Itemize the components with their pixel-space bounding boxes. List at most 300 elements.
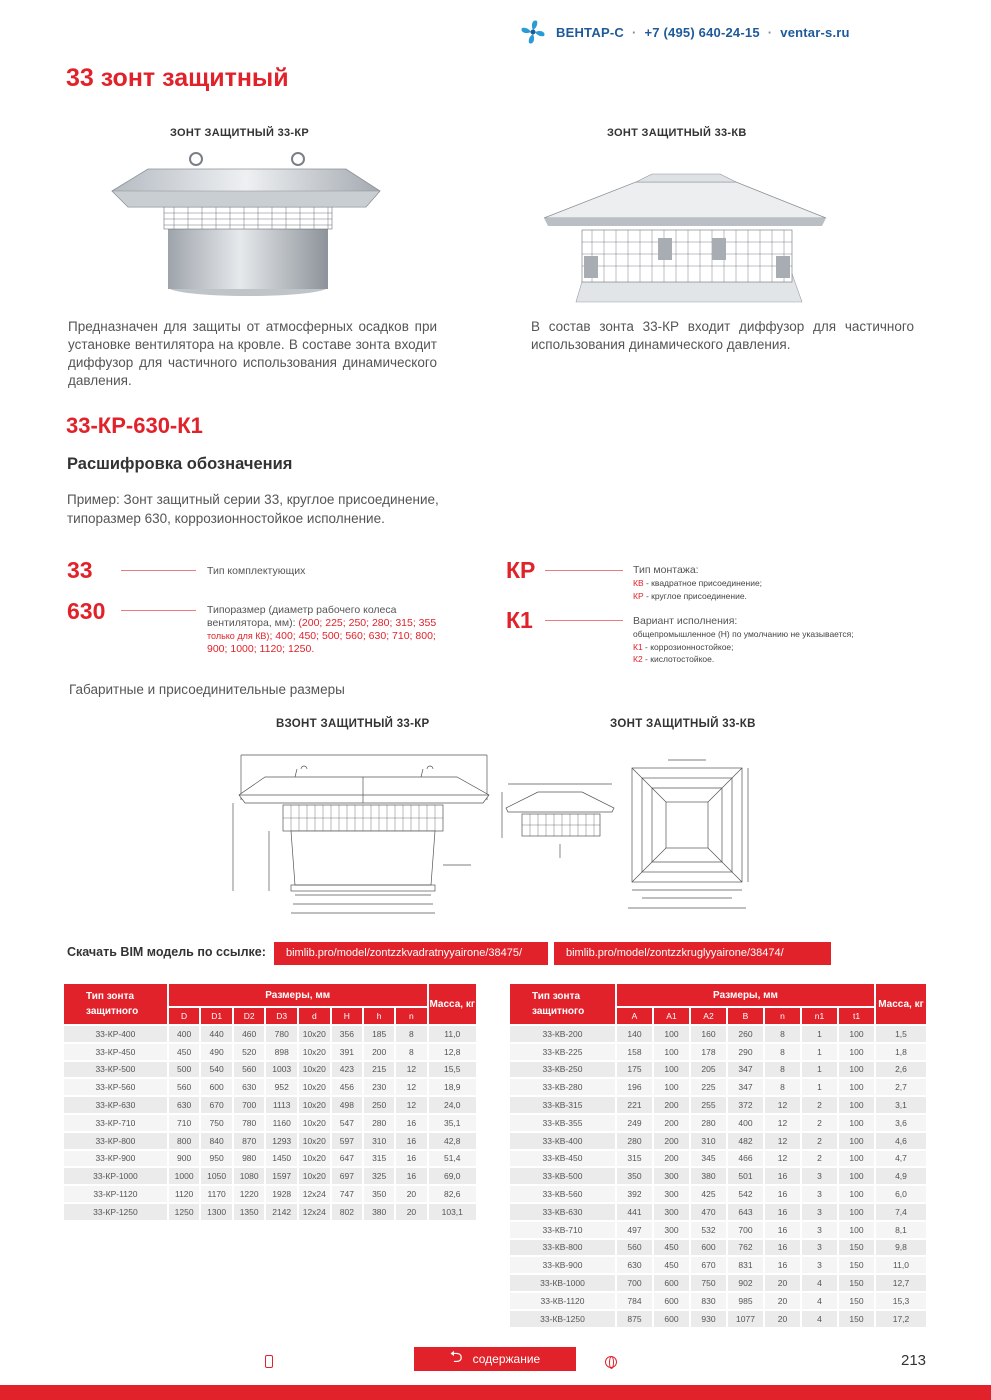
value-cell: 10x20 [299, 1079, 330, 1095]
value-cell: 425 [691, 1186, 726, 1202]
value-cell: 260 [728, 1026, 763, 1042]
model-cell: 33-КР-1000 [64, 1168, 167, 1184]
bottom-bar [0, 1385, 991, 1400]
value-cell: 200 [364, 1044, 394, 1060]
value-cell: 380 [691, 1168, 726, 1184]
value-cell: 8 [396, 1026, 426, 1042]
value-cell: 15,5 [429, 1062, 477, 1078]
value-cell: 205 [691, 1062, 726, 1078]
column-header: B [728, 1008, 763, 1024]
value-cell: 150 [839, 1293, 874, 1309]
table-row [64, 1062, 476, 1078]
value-cell: 8 [396, 1044, 426, 1060]
value-cell: 280 [364, 1115, 394, 1131]
column-header: D1 [201, 1008, 232, 1024]
value-cell: 1113 [266, 1097, 297, 1113]
value-cell: 830 [691, 1293, 726, 1309]
table-row [64, 1151, 476, 1167]
value-cell: 100 [839, 1026, 874, 1042]
value-cell: 12,8 [429, 1044, 477, 1060]
decode-heading: Расшифровка обозначения [67, 455, 293, 473]
value-cell: 215 [364, 1062, 394, 1078]
column-header: d [299, 1008, 330, 1024]
value-cell: 10x20 [299, 1062, 330, 1078]
model-cell: 33-КР-560 [64, 1079, 167, 1095]
value-cell: 710 [169, 1115, 200, 1131]
value-cell: 4,6 [876, 1133, 926, 1149]
value-cell: 300 [654, 1186, 689, 1202]
value-cell: 1,8 [876, 1044, 926, 1060]
table-row [510, 1275, 926, 1291]
decode-text-33: Тип комплектующих [207, 565, 306, 577]
table-row [510, 1168, 926, 1184]
value-cell: 100 [839, 1079, 874, 1095]
drawing-caption-kv: ЗОНТ ЗАЩИТНЫЙ 33-КВ [610, 718, 756, 730]
value-cell: 325 [364, 1168, 394, 1184]
contents-label: содержание [472, 1352, 541, 1366]
table-row [64, 1026, 476, 1042]
table-row [510, 1115, 926, 1131]
value-cell: 831 [728, 1257, 763, 1273]
value-cell: 12 [765, 1097, 800, 1113]
value-cell: 4,7 [876, 1151, 926, 1167]
value-cell: 1597 [266, 1168, 297, 1184]
page-header [518, 17, 850, 47]
column-header: t1 [839, 1008, 874, 1024]
value-cell: 750 [201, 1115, 232, 1131]
value-cell: 18,9 [429, 1079, 477, 1095]
value-cell: 8 [765, 1026, 800, 1042]
value-cell: 310 [691, 1133, 726, 1149]
technical-drawing-kv-top [628, 758, 768, 916]
product-caption-kr: ЗОНТ ЗАЩИТНЫЙ 33-КР [170, 127, 310, 139]
value-cell: 3 [802, 1168, 837, 1184]
value-cell: 450 [654, 1240, 689, 1256]
value-cell: 150 [839, 1257, 874, 1273]
value-cell: 10x20 [299, 1097, 330, 1113]
value-cell: 150 [839, 1240, 874, 1256]
value-cell: 600 [654, 1293, 689, 1309]
value-cell: 315 [364, 1151, 394, 1167]
value-cell: 2,6 [876, 1062, 926, 1078]
value-cell: 2 [802, 1097, 837, 1113]
value-cell: 630 [169, 1097, 200, 1113]
model-cell: 33-КР-710 [64, 1115, 167, 1131]
value-cell: 372 [728, 1097, 763, 1113]
value-cell: 100 [839, 1222, 874, 1238]
website-link[interactable]: ventar-s.ru [780, 24, 850, 40]
spec-table-kr [62, 982, 478, 1222]
product-image-kr [108, 147, 386, 299]
value-cell: 497 [617, 1222, 652, 1238]
decode-line [121, 610, 196, 611]
value-cell: 780 [234, 1115, 265, 1131]
column-header: D2 [234, 1008, 265, 1024]
value-cell: 1160 [266, 1115, 297, 1131]
value-cell: 16 [765, 1186, 800, 1202]
decode-text-630: Типоразмер (диаметр рабочего колеса вентилятора, мм): (200; 225; 250; 280; 315; 355 только для КВ); 400; 450; 500; 560; 630; 710; 800; 900; 1000; 1120; 1250. [207, 604, 437, 655]
table-row [510, 1186, 926, 1202]
value-cell: 300 [654, 1168, 689, 1184]
value-cell: 100 [839, 1115, 874, 1131]
value-cell: 1120 [169, 1186, 200, 1202]
column-header: n1 [802, 1008, 837, 1024]
value-cell: 1928 [266, 1186, 297, 1202]
value-cell: 12x24 [299, 1204, 330, 1220]
column-header: n [396, 1008, 426, 1024]
header-sizes: Размеры, мм [169, 984, 427, 1006]
value-cell: 255 [691, 1097, 726, 1113]
value-cell: 16 [765, 1240, 800, 1256]
value-cell: 300 [654, 1204, 689, 1220]
value-cell: 196 [617, 1079, 652, 1095]
value-cell: 16 [396, 1168, 426, 1184]
value-cell: 700 [617, 1275, 652, 1291]
value-cell: 1,5 [876, 1026, 926, 1042]
phone-number[interactable]: +7 (495) 640-24-15 [644, 24, 760, 40]
value-cell: 103,1 [429, 1204, 477, 1220]
value-cell: 3 [802, 1240, 837, 1256]
decode-code-33: 33 [67, 557, 93, 583]
value-cell: 10x20 [299, 1151, 330, 1167]
value-cell: 380 [364, 1204, 394, 1220]
column-header: A2 [691, 1008, 726, 1024]
value-cell: 20 [765, 1275, 800, 1291]
value-cell: 230 [364, 1079, 394, 1095]
column-header: A [617, 1008, 652, 1024]
value-cell: 391 [332, 1044, 362, 1060]
value-cell: 345 [691, 1151, 726, 1167]
value-cell: 200 [654, 1115, 689, 1131]
decode-line [545, 620, 623, 621]
model-cell: 33-КВ-450 [510, 1151, 615, 1167]
value-cell: 82,6 [429, 1186, 477, 1202]
header-mass: Масса, кг [876, 984, 926, 1024]
value-cell: 51,4 [429, 1151, 477, 1167]
bim-label: Скачать BIM модель по ссылке: [67, 945, 266, 959]
value-cell: 100 [839, 1204, 874, 1220]
value-cell: 392 [617, 1186, 652, 1202]
value-cell: 520 [234, 1044, 265, 1060]
value-cell: 200 [654, 1151, 689, 1167]
value-cell: 2,7 [876, 1079, 926, 1095]
value-cell: 12 [765, 1151, 800, 1167]
value-cell: 16 [396, 1133, 426, 1149]
value-cell: 290 [728, 1044, 763, 1060]
value-cell: 3 [802, 1186, 837, 1202]
model-cell: 33-КР-400 [64, 1026, 167, 1042]
header-sizes: Размеры, мм [617, 984, 874, 1006]
value-cell: 69,0 [429, 1168, 477, 1184]
value-cell: 8,1 [876, 1222, 926, 1238]
value-cell: 3 [802, 1257, 837, 1273]
value-cell: 466 [728, 1151, 763, 1167]
table-row [510, 1204, 926, 1220]
column-header: H [332, 1008, 362, 1024]
model-cell: 33-КР-450 [64, 1044, 167, 1060]
value-cell: 8 [765, 1044, 800, 1060]
globe-icon[interactable] [605, 1356, 617, 1368]
decode-text-k1: Вариант исполнения: общепромышленное (Н) по умолчанию не указывается; К1 - коррозионностойкое; К2 - кислотостойкое. [633, 615, 854, 664]
value-cell: 15,3 [876, 1293, 926, 1309]
value-cell: 840 [201, 1133, 232, 1149]
value-cell: 100 [839, 1186, 874, 1202]
column-header: n [765, 1008, 800, 1024]
value-cell: 1003 [266, 1062, 297, 1078]
decode-code-kr: КР [506, 557, 536, 583]
value-cell: 441 [617, 1204, 652, 1220]
table-row [510, 1044, 926, 1060]
decode-code-k1: К1 [506, 607, 533, 633]
separator: · [767, 24, 773, 40]
header-mass: Масса, кг [429, 984, 477, 1024]
value-cell: 140 [617, 1026, 652, 1042]
page-number: 213 [901, 1352, 927, 1369]
value-cell: 310 [364, 1133, 394, 1149]
table-row [510, 1097, 926, 1113]
value-cell: 20 [396, 1186, 426, 1202]
model-cell: 33-КВ-225 [510, 1044, 615, 1060]
table-row [64, 1115, 476, 1131]
value-cell: 1450 [266, 1151, 297, 1167]
value-cell: 440 [201, 1026, 232, 1042]
table-row [64, 1079, 476, 1095]
table-row [510, 1079, 926, 1095]
separator: · [631, 24, 637, 40]
value-cell: 7,4 [876, 1204, 926, 1220]
value-cell: 697 [332, 1168, 362, 1184]
model-cell: 33-КВ-630 [510, 1204, 615, 1220]
value-cell: 3 [802, 1204, 837, 1220]
table-row [510, 1222, 926, 1238]
value-cell: 300 [654, 1222, 689, 1238]
value-cell: 12,7 [876, 1275, 926, 1291]
value-cell: 4 [802, 1311, 837, 1327]
column-header: D3 [266, 1008, 297, 1024]
table-row [64, 1168, 476, 1184]
value-cell: 11,0 [429, 1026, 477, 1042]
value-cell: 1077 [728, 1311, 763, 1327]
value-cell: 9,8 [876, 1240, 926, 1256]
model-cell: 33-КВ-900 [510, 1257, 615, 1273]
product-image-kv [540, 150, 832, 306]
value-cell: 1250 [169, 1204, 200, 1220]
value-cell: 802 [332, 1204, 362, 1220]
value-cell: 870 [234, 1133, 265, 1149]
value-cell: 630 [617, 1257, 652, 1273]
value-cell: 630 [234, 1079, 265, 1095]
value-cell: 597 [332, 1133, 362, 1149]
product-description-kv: В состав зонта 33-КР входит диффузор для частичного использования динамического давления. [531, 319, 914, 352]
value-cell: 423 [332, 1062, 362, 1078]
value-cell: 100 [839, 1133, 874, 1149]
value-cell: 12 [396, 1062, 426, 1078]
value-cell: 1 [802, 1026, 837, 1042]
value-cell: 347 [728, 1062, 763, 1078]
value-cell: 600 [654, 1311, 689, 1327]
value-cell: 315 [617, 1151, 652, 1167]
value-cell: 542 [728, 1186, 763, 1202]
value-cell: 3,1 [876, 1097, 926, 1113]
table-row [64, 1186, 476, 1202]
table-row [64, 1133, 476, 1149]
model-cell: 33-КР-1250 [64, 1204, 167, 1220]
value-cell: 8 [765, 1062, 800, 1078]
value-cell: 456 [332, 1079, 362, 1095]
value-cell: 460 [234, 1026, 265, 1042]
value-cell: 400 [728, 1115, 763, 1131]
value-cell: 10x20 [299, 1168, 330, 1184]
value-cell: 178 [691, 1044, 726, 1060]
value-cell: 42,8 [429, 1133, 477, 1149]
fan-logo-icon [518, 17, 548, 47]
company-name: ВЕНТАР-С [556, 24, 624, 40]
value-cell: 902 [728, 1275, 763, 1291]
product-caption-kv: ЗОНТ ЗАЩИТНЫЙ 33-КВ [607, 127, 747, 139]
value-cell: 20 [765, 1293, 800, 1309]
table-row [64, 1097, 476, 1113]
value-cell: 16 [396, 1151, 426, 1167]
value-cell: 100 [839, 1097, 874, 1113]
value-cell: 350 [617, 1168, 652, 1184]
value-cell: 225 [691, 1079, 726, 1095]
value-cell: 4 [802, 1275, 837, 1291]
value-cell: 6,0 [876, 1186, 926, 1202]
decode-line [121, 570, 196, 571]
value-cell: 16 [765, 1204, 800, 1220]
phone-icon[interactable] [265, 1355, 273, 1368]
value-cell: 2142 [266, 1204, 297, 1220]
value-cell: 100 [654, 1044, 689, 1060]
table-row [510, 1026, 926, 1042]
value-cell: 16 [765, 1222, 800, 1238]
value-cell: 250 [364, 1097, 394, 1113]
value-cell: 200 [654, 1133, 689, 1149]
value-cell: 500 [169, 1062, 200, 1078]
value-cell: 11,0 [876, 1257, 926, 1273]
value-cell: 4 [802, 1293, 837, 1309]
value-cell: 100 [654, 1062, 689, 1078]
value-cell: 560 [234, 1062, 265, 1078]
value-cell: 1000 [169, 1168, 200, 1184]
table-row [510, 1151, 926, 1167]
value-cell: 150 [839, 1311, 874, 1327]
value-cell: 100 [839, 1062, 874, 1078]
value-cell: 160 [691, 1026, 726, 1042]
value-cell: 647 [332, 1151, 362, 1167]
value-cell: 280 [691, 1115, 726, 1131]
value-cell: 1300 [201, 1204, 232, 1220]
column-header: A1 [654, 1008, 689, 1024]
model-cell: 33-КВ-355 [510, 1115, 615, 1131]
value-cell: 10x20 [299, 1115, 330, 1131]
model-cell: 33-КВ-710 [510, 1222, 615, 1238]
value-cell: 700 [728, 1222, 763, 1238]
value-cell: 10x20 [299, 1026, 330, 1042]
decode-code-630: 630 [67, 598, 106, 624]
table-row [510, 1257, 926, 1273]
value-cell: 16 [396, 1115, 426, 1131]
value-cell: 12 [396, 1097, 426, 1113]
table-row [64, 1204, 476, 1220]
model-cell: 33-КВ-560 [510, 1186, 615, 1202]
value-cell: 24,0 [429, 1097, 477, 1113]
value-cell: 1350 [234, 1204, 265, 1220]
value-cell: 532 [691, 1222, 726, 1238]
value-cell: 400 [169, 1026, 200, 1042]
value-cell: 670 [691, 1257, 726, 1273]
bim-link-kv[interactable]: bimlib.pro/model/zontzzkvadratnyyairone/38475/ [274, 942, 548, 965]
value-cell: 16 [765, 1257, 800, 1273]
value-cell: 100 [839, 1151, 874, 1167]
value-cell: 985 [728, 1293, 763, 1309]
value-cell: 100 [839, 1044, 874, 1060]
value-cell: 10x20 [299, 1044, 330, 1060]
value-cell: 780 [266, 1026, 297, 1042]
table-row [64, 1044, 476, 1060]
value-cell: 898 [266, 1044, 297, 1060]
value-cell: 100 [654, 1079, 689, 1095]
value-cell: 900 [169, 1151, 200, 1167]
contents-button[interactable] [414, 1347, 576, 1371]
table-row [510, 1062, 926, 1078]
value-cell: 670 [201, 1097, 232, 1113]
model-cell: 33-КВ-280 [510, 1079, 615, 1095]
value-cell: 185 [364, 1026, 394, 1042]
value-cell: 490 [201, 1044, 232, 1060]
model-cell: 33-КР-630 [64, 1097, 167, 1113]
value-cell: 560 [169, 1079, 200, 1095]
value-cell: 1080 [234, 1168, 265, 1184]
table-row [510, 1293, 926, 1309]
table-row [510, 1133, 926, 1149]
value-cell: 12 [765, 1133, 800, 1149]
value-cell: 1 [802, 1079, 837, 1095]
value-cell: 16 [765, 1168, 800, 1184]
value-cell: 930 [691, 1311, 726, 1327]
value-cell: 8 [765, 1079, 800, 1095]
table-row [510, 1311, 926, 1327]
model-cell: 33-КР-800 [64, 1133, 167, 1149]
decode-text-kr: Тип монтажа: КВ - квадратное присоединение; КР - круглое присоединение. [633, 564, 763, 601]
value-cell: 980 [234, 1151, 265, 1167]
header-type: Тип зонта защитного [510, 984, 615, 1024]
drawing-caption-kr: ВЗОНТ ЗАЩИТНЫЙ 33-КР [276, 718, 430, 730]
value-cell: 20 [396, 1204, 426, 1220]
decode-line [545, 570, 623, 571]
value-cell: 100 [654, 1026, 689, 1042]
value-cell: 280 [617, 1133, 652, 1149]
value-cell: 540 [201, 1062, 232, 1078]
value-cell: 643 [728, 1204, 763, 1220]
value-cell: 20 [765, 1311, 800, 1327]
value-cell: 249 [617, 1115, 652, 1131]
column-header: D [169, 1008, 200, 1024]
dimensions-heading: Габаритные и присоединительные размеры [69, 682, 345, 697]
technical-drawing-kr [225, 745, 495, 923]
model-cell: 33-КР-1120 [64, 1186, 167, 1202]
value-cell: 1050 [201, 1168, 232, 1184]
value-cell: 600 [691, 1240, 726, 1256]
value-cell: 450 [654, 1257, 689, 1273]
value-cell: 3,6 [876, 1115, 926, 1131]
value-cell: 800 [169, 1133, 200, 1149]
value-cell: 482 [728, 1133, 763, 1149]
bim-link-kr[interactable]: bimlib.pro/model/zontzzkruglyyairone/38474/ [554, 942, 831, 965]
value-cell: 35,1 [429, 1115, 477, 1131]
value-cell: 158 [617, 1044, 652, 1060]
value-cell: 150 [839, 1275, 874, 1291]
